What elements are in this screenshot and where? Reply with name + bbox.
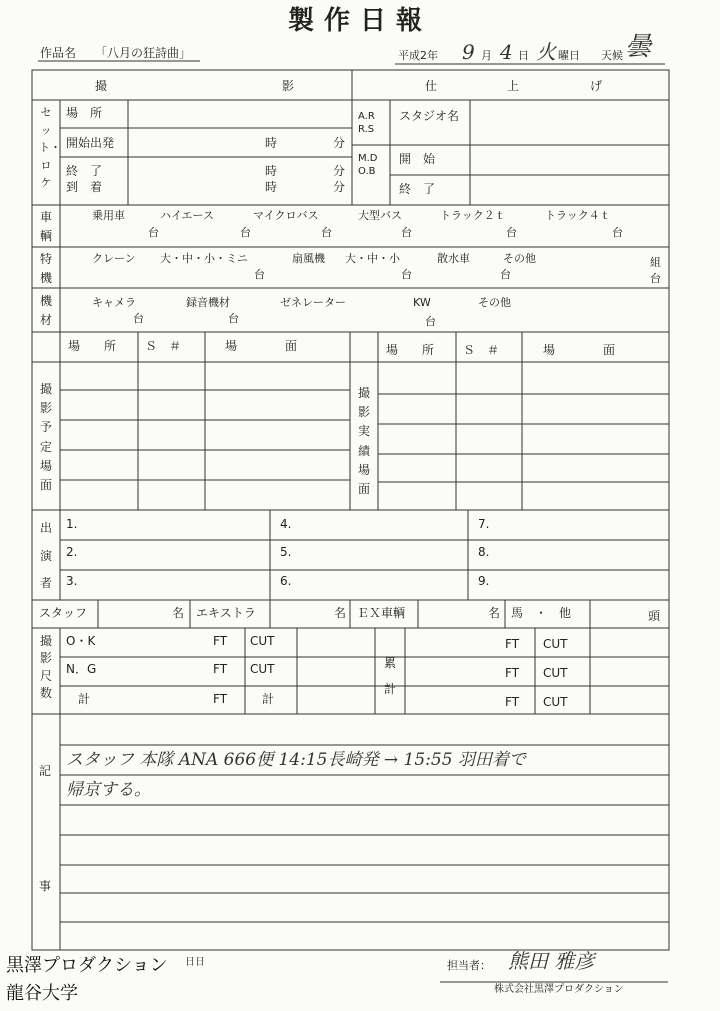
- shooting-header-right: 影: [282, 79, 295, 93]
- special-unit-4: 台: [650, 272, 661, 285]
- day-unit: 日: [518, 49, 529, 62]
- cast-no-1: 1.: [66, 517, 78, 531]
- notes-label-top: 記: [39, 764, 52, 778]
- date-month: 9: [462, 40, 475, 64]
- equip-kw: KW: [413, 296, 431, 309]
- staff-label: スタッフ: [39, 606, 88, 620]
- company-name: 株式会社黒澤プロダクション: [494, 984, 624, 995]
- in-charge-label: 担当者：: [447, 959, 491, 972]
- weather: 曇: [625, 32, 652, 62]
- in-charge-name: 熊田 雅彦: [508, 949, 595, 973]
- vehicle-unit-2: 台: [240, 226, 251, 239]
- arrival-minute: 分: [333, 180, 346, 194]
- cast-no-4: 4.: [280, 517, 292, 531]
- finish-end-label: 終 了: [399, 182, 436, 196]
- footage-ok: O・K: [66, 634, 96, 648]
- vehicle-microbus: マイクロバス: [253, 209, 319, 222]
- end-minute: 分: [333, 164, 346, 178]
- equip-generator: ゼネレーター: [280, 296, 346, 309]
- head-unit: 頭: [648, 609, 661, 623]
- equip-unit-1: 台: [133, 312, 144, 325]
- ok-cut: CUT: [250, 634, 275, 648]
- printed-left-small: 日日: [185, 957, 205, 968]
- work-title-label: 作品名: [40, 46, 77, 60]
- special-other: その他: [503, 252, 536, 265]
- footage-ng: N．G: [66, 662, 97, 676]
- end-hour: 時: [265, 164, 278, 178]
- plan-scenes-label: 撮影予定場面: [39, 382, 52, 492]
- special-set-unit: 組: [650, 256, 661, 269]
- ok-ft: FT: [213, 634, 228, 648]
- cast-no-9: 9.: [478, 574, 490, 588]
- horse-label: 馬 ・ 他: [511, 606, 572, 620]
- equipment-label: 機材: [39, 294, 52, 328]
- actual-scenes-label: 撮影実績場面: [357, 386, 370, 496]
- departure-minute: 分: [333, 136, 346, 150]
- cast-label: 出演者: [39, 521, 52, 591]
- cum-ft-1: FT: [505, 637, 520, 651]
- date-day: 4: [500, 40, 513, 64]
- weekday-unit: 曜日: [558, 49, 580, 62]
- vehicles-label: 車輌: [39, 210, 52, 244]
- vehicle-unit-1: 台: [148, 226, 159, 239]
- arrival-hour: 時: [265, 180, 278, 194]
- special-unit-1: 台: [254, 268, 265, 281]
- cum-ft-2: FT: [505, 666, 520, 680]
- vehicle-unit-6: 台: [612, 226, 623, 239]
- cumulative-label: 累計: [383, 656, 396, 697]
- ex-vehicle-unit: 名: [488, 606, 501, 620]
- place-label: 場 所: [66, 106, 103, 120]
- vehicle-truck4t: トラック４ｔ: [545, 209, 611, 222]
- arrival-label: 到 着: [66, 180, 103, 194]
- equip-camera: キャメラ: [92, 296, 136, 309]
- mdob-label: M.D O.B: [358, 153, 378, 177]
- plan-col-scene: 場 面: [225, 339, 298, 353]
- vehicle-car: 乗用車: [92, 209, 125, 222]
- special-crane: クレーン: [92, 252, 136, 265]
- watermark-ryukoku: 龍谷大学: [6, 983, 78, 1004]
- cast-no-5: 5.: [280, 545, 292, 559]
- month-unit: 月: [481, 49, 492, 62]
- cast-no-8: 8.: [478, 545, 490, 559]
- notes-label-bottom: 事: [39, 879, 52, 893]
- special-label: 特機: [39, 252, 52, 286]
- total-total: 計: [262, 692, 275, 706]
- cast-no-7: 7.: [478, 517, 490, 531]
- cast-no-6: 6.: [280, 574, 292, 588]
- actual-col-scene: 場 面: [543, 343, 616, 357]
- weekday: 火: [536, 40, 556, 64]
- special-crane-sizes: 大・中・小・ミニ: [160, 252, 248, 265]
- vehicle-unit-5: 台: [506, 226, 517, 239]
- vehicle-hiace: ハイエース: [160, 209, 215, 222]
- equip-unit-2: 台: [228, 312, 239, 325]
- actual-col-place: 場 所: [386, 343, 435, 357]
- finishing-header-2: 上: [507, 79, 520, 93]
- special-fan: 扇風機: [292, 252, 325, 265]
- ex-vehicle-label: ＥＸ車輌: [357, 606, 406, 620]
- special-unit-2: 台: [401, 268, 412, 281]
- cum-cut-2: CUT: [543, 666, 568, 680]
- vehicle-unit-3: 台: [321, 226, 332, 239]
- vehicle-bus: 大型バス: [358, 209, 402, 222]
- vehicle-truck2t: トラック２ｔ: [440, 209, 506, 222]
- departure-hour: 時: [265, 136, 278, 150]
- studio-label: スタジオ名: [399, 109, 460, 123]
- plan-col-place: 場 所: [68, 339, 117, 353]
- cum-cut-1: CUT: [543, 637, 568, 651]
- departure-label: 開始出発: [66, 136, 115, 150]
- equip-sound: 録音機材: [186, 296, 230, 309]
- end-label: 終 了: [66, 164, 103, 178]
- cum-cut-3: CUT: [543, 695, 568, 709]
- vehicle-unit-4: 台: [401, 226, 412, 239]
- finishing-header-3: げ: [590, 79, 603, 93]
- actual-col-s: Ｓ ＃: [463, 343, 500, 357]
- plan-col-s: Ｓ ＃: [145, 339, 182, 353]
- notes-line-1: スタッフ 本隊 ANA 666便 14:15長崎発 → 15:55 羽田着で: [66, 750, 526, 770]
- ars-label: A.R R.S: [358, 111, 375, 135]
- footage-label: 撮影尺数: [39, 634, 52, 701]
- special-fan-sizes: 大・中・小: [345, 252, 400, 265]
- set-loca-label: セット・ロケ: [39, 106, 61, 190]
- watermark-kurosawa: 黒澤プロダクション: [6, 955, 168, 976]
- equip-other: その他: [478, 296, 511, 309]
- cast-no-3: 3.: [66, 574, 78, 588]
- ng-cut: CUT: [250, 662, 275, 676]
- cum-ft-3: FT: [505, 695, 520, 709]
- equip-unit-3: 台: [425, 315, 436, 328]
- weather-label: 天候: [601, 49, 623, 62]
- work-title: 「八月の狂詩曲」: [95, 46, 192, 60]
- special-water: 散水車: [437, 252, 470, 265]
- start-label: 開 始: [399, 152, 436, 166]
- form-title: 製作日報: [287, 6, 432, 36]
- total-ft: FT: [213, 692, 228, 706]
- date-era: 平成2年: [398, 49, 438, 62]
- ng-ft: FT: [213, 662, 228, 676]
- finishing-header-1: 仕: [425, 79, 438, 93]
- extra-name-unit: 名: [334, 606, 347, 620]
- shooting-header-left: 撮: [95, 79, 108, 93]
- extra-label: エキストラ: [196, 606, 256, 620]
- footage-total: 計: [78, 692, 91, 706]
- notes-line-2: 帰京する。: [66, 780, 151, 800]
- special-unit-3: 台: [500, 268, 511, 281]
- cast-no-2: 2.: [66, 545, 78, 559]
- staff-name-unit: 名: [172, 606, 185, 620]
